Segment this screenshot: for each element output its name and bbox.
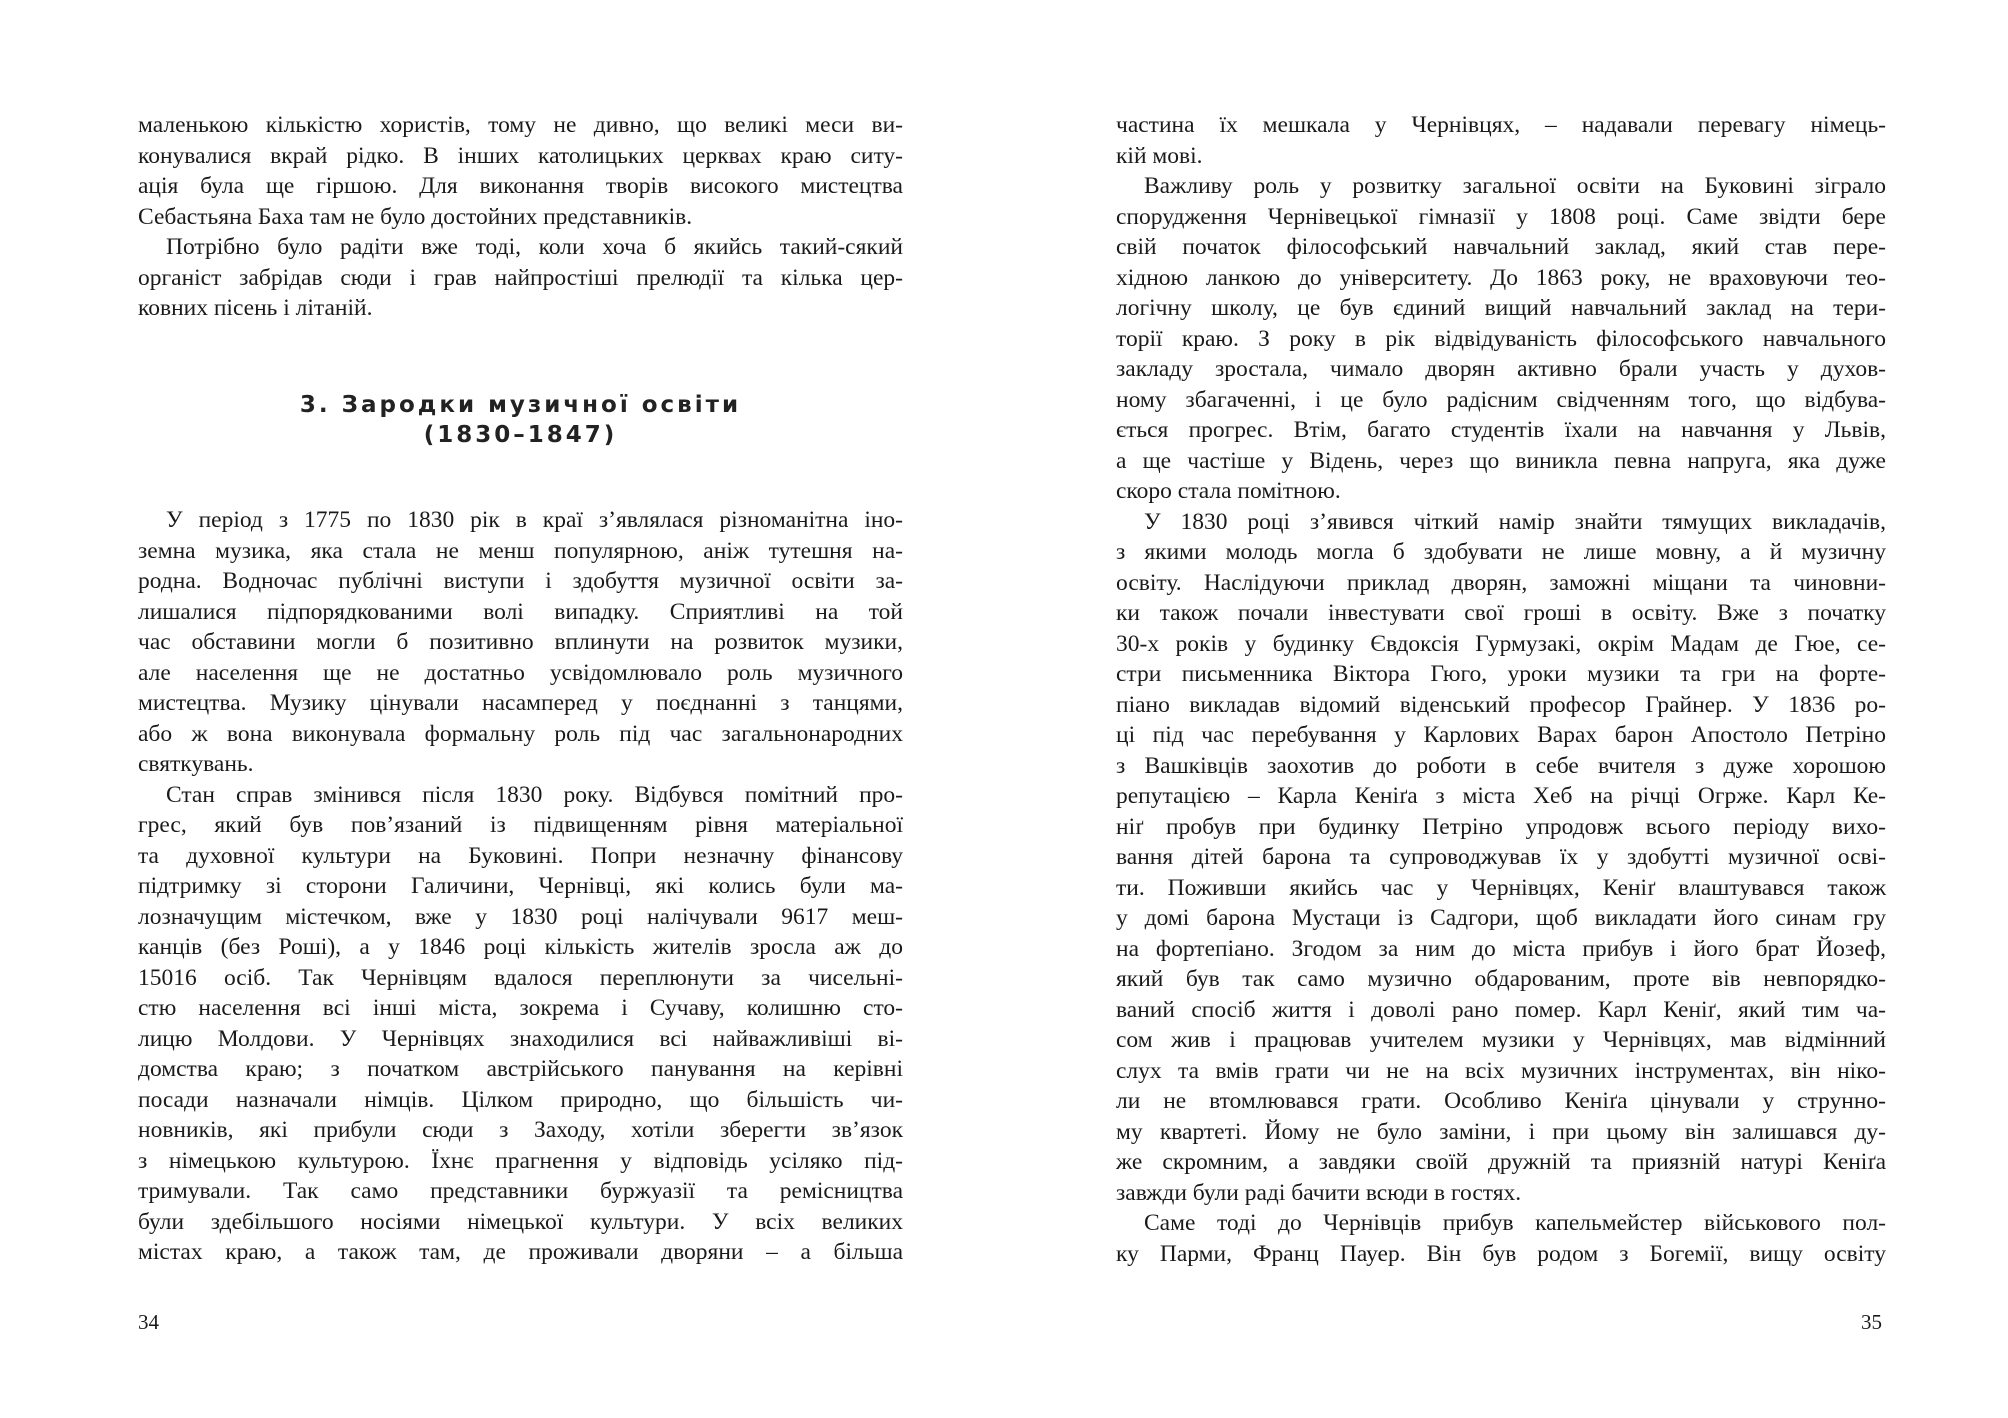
text-line: ли не втомлювався грати. Особливо Кеніґа цінували у струнно- — [1116, 1088, 1886, 1114]
text-line: підтримку зі сторони Галичини, Чернівці, які колись були ма- — [138, 873, 903, 899]
text-line: родна. Водночас публічні виступи і здобуття музичної освіти за- — [138, 568, 903, 594]
text-line: були здебільшого носіями німецької культури. У всіх великих — [138, 1208, 903, 1235]
text-line: лицю Молдови. У Чернівцях знаходилися всі найважливіші ві- — [138, 1025, 903, 1052]
text-line: а ще частіше у Відень, через що виникла певна напруга, яка дуже — [1116, 447, 1886, 474]
text-line: але населення ще не достатньо усвідомлювало роль музичного — [138, 659, 903, 686]
text-line: кій мові. — [1116, 142, 1203, 169]
text-line: хідною ланкою до університету. До 1863 року, не враховуючи тео- — [1116, 264, 1886, 291]
text-line: логічну школу, це був єдиний вищий навчальний заклад на тери- — [1116, 295, 1886, 321]
text-line: ку Парми, Франц Пауер. Він був родом з Богемії, вищу освіту — [1116, 1240, 1886, 1267]
text-line: грес, який був пов’язаний із підвищенням рівня матеріальної — [138, 812, 903, 838]
paragraph — [138, 110, 903, 232]
text-line: завжди були раді бачити всюди в гостях. — [1116, 1179, 1522, 1206]
text-line: же скромним, а завдяки своїй дружній та приязній натурі Кеніґа — [1116, 1149, 1886, 1175]
text-line: ваний спосіб життя і доволі рано помер. Карл Кеніґ, який тим ча- — [1116, 996, 1886, 1023]
text-line: репутацією – Карла Кеніґа з міста Хеб на річці Огрже. Карл Ке- — [1116, 783, 1886, 809]
text-line: скоро стала помітною. — [1116, 478, 1341, 504]
paragraph — [1116, 110, 1886, 171]
right-page — [1004, 0, 2008, 1418]
text-line: тримували. Так само представники буржуазії та ремісництва — [138, 1178, 903, 1204]
chapter-heading — [138, 390, 903, 450]
text-line: закладу зростала, чимало дворян активно брали участь у духов- — [1116, 356, 1886, 382]
page-number-left: 34 — [138, 1310, 159, 1334]
text-line: та духовної культури на Буковині. Попри незначну фінансову — [138, 842, 903, 869]
text-line: земна музика, яка стала не менш популярною, аніж тутешня на- — [138, 537, 903, 564]
text-line: Саме тоді до Чернівців прибув капельмейстер військового пол- — [1144, 1210, 1886, 1236]
text-line: лозначущим містечком, вже у 1830 році налічували 9617 меш- — [138, 903, 903, 930]
text-line: ється прогрес. Втім, багато студентів їхали на навчання у Львів, — [1116, 417, 1886, 443]
text-line: домства краю; з початком австрійського панування на керівні — [138, 1056, 903, 1082]
page-number-right: 35 — [1861, 1310, 1882, 1334]
text-line: який був так само музично обдарованим, проте вів невпорядко- — [1116, 966, 1886, 992]
text-line: стри письменника Віктора Гюго, уроки музики та гри на форте- — [1116, 661, 1886, 687]
text-line: з німецькою культурою. Їхнє прагнення у відповідь усіляко під- — [138, 1147, 903, 1174]
text-line: спорудження Чернівецької гімназії у 1808 році. Саме звідти бере — [1116, 203, 1886, 230]
text-line: канців (без Роші), а у 1846 році кількість жителів зросла аж до — [138, 934, 903, 960]
text-line: слух та вмів грати чи не на всіх музичних інструментах, він ніко- — [1116, 1057, 1886, 1084]
text-line: органіст забрідав сюди і грав найпростіші прелюдії та кілька цер- — [138, 264, 903, 291]
text-line: новників, які прибули сюди з Заходу, хотіли зберегти зв’язок — [138, 1117, 903, 1143]
text-line: маленькою кількістю хористів, тому не дивно, що великі меси ви- — [138, 112, 903, 138]
left-text-top — [138, 110, 903, 324]
text-line: Важливу роль у розвитку загальної освіти на Буковині зіграло — [1144, 173, 1886, 199]
paragraph — [138, 780, 903, 1268]
text-line: стю населення всі інші міста, зокрема і Сучаву, колишню сто- — [138, 995, 903, 1021]
paragraph — [1116, 1208, 1886, 1269]
text-line: ніґ пробув при будинку Петріно упродовж всього періоду вихо- — [1116, 813, 1886, 840]
text-line: Себастьяна Баха там не було достойних представників. — [138, 203, 693, 230]
text-line: ковних пісень і літаній. — [138, 295, 373, 321]
paragraph — [1116, 507, 1886, 1209]
text-line: ти. Поживши якийсь час у Чернівцях, Кеніґ влаштувався також — [1116, 874, 1886, 901]
text-line: ному збагаченні, і це було радісним свідченням того, що відбува- — [1116, 386, 1886, 413]
text-line: освіту. Наслідуючи приклад дворян, заможні міщани та чиновни- — [1116, 569, 1886, 596]
chapter-title: 3. Зародки музичної освіти — [299, 392, 742, 418]
text-line: на фортепіано. Згодом за ним до міста прибув і його брат Йозеф, — [1116, 935, 1886, 962]
chapter-years: (1830–1847) — [423, 422, 618, 448]
text-line: мистецтва. Музику цінували насамперед у поєднанні з танцями, — [138, 690, 903, 716]
text-line: У період з 1775 по 1830 рік в краї з’являлася різноманітна іно- — [166, 507, 903, 533]
text-line: вання дітей барона та супроводжував їх у здобутті музичної осві- — [1116, 844, 1886, 870]
text-line: свій початок філософський навчальний заклад, який став пере- — [1116, 234, 1886, 260]
text-line: частина їх мешкала у Чернівцях, – надавали перевагу німець- — [1116, 112, 1886, 138]
text-line: лишалися підпорядкованими волі випадку. Сприятливі на той — [138, 598, 903, 625]
text-line: Стан справ змінився після 1830 року. Відбувся помітний про- — [166, 781, 903, 808]
text-line: піано викладав відомий віденський професор Грайнер. У 1836 ро- — [1116, 691, 1886, 718]
paragraph — [138, 232, 903, 324]
text-line: му квартеті. Йому не було заміни, і при цьому він залишався ду- — [1116, 1118, 1886, 1145]
text-line: містах краю, а також там, де проживали дворяни – а більша — [138, 1239, 903, 1265]
text-line: сом жив і працював учителем музики у Чернівцях, мав відмінний — [1116, 1027, 1886, 1053]
paragraph — [1116, 171, 1886, 507]
text-line: Потрібно було радіти вже тоді, коли хоча б якийсь такий-сякий — [166, 234, 903, 260]
text-line: ці під час перебування у Карлових Варах барон Апостоло Петріно — [1116, 722, 1886, 748]
text-line: 15016 осіб. Так Чернівцям вдалося переплюнути за чисельні- — [138, 964, 903, 991]
text-line: з якими молодь могла б здобувати не лише мовну, а й музичну — [1116, 539, 1886, 565]
text-line: посади назначали німців. Цілком природно, що більшість чи- — [138, 1086, 903, 1113]
text-line: у домі барона Мустаци із Садгори, щоб викладати його синам гру — [1116, 905, 1886, 931]
text-line: ки також почали інвестувати свої гроші в освіту. Вже з початку — [1116, 600, 1886, 626]
text-line: святкувань. — [138, 751, 254, 777]
text-line: конувалися вкрай рідко. В інших католицьких церквах краю ситу- — [138, 142, 903, 169]
text-line: ація була ще гіршою. Для виконання творів високого мистецтва — [138, 173, 903, 199]
text-line: час обставини могли б позитивно вплинути на розвиток музики, — [138, 629, 903, 655]
text-line: або ж вона виконувала формальну роль під час загальнонародних — [138, 720, 903, 747]
text-line: торії краю. З року в рік відвідуваність філософського навчального — [1116, 325, 1886, 352]
paragraph — [138, 505, 903, 780]
text-line: з Вашківців заохотив до роботи в себе вчителя з дуже хорошою — [1116, 752, 1886, 779]
right-text — [1116, 110, 1886, 1269]
text-line: 30-х років у будинку Євдоксія Гурмузакі, окрім Мадам де Гюе, се- — [1116, 630, 1886, 657]
left-text-bottom — [138, 505, 903, 1268]
text-line: У 1830 році з’явився чіткий намір знайти тямущих викладачів, — [1144, 508, 1886, 535]
